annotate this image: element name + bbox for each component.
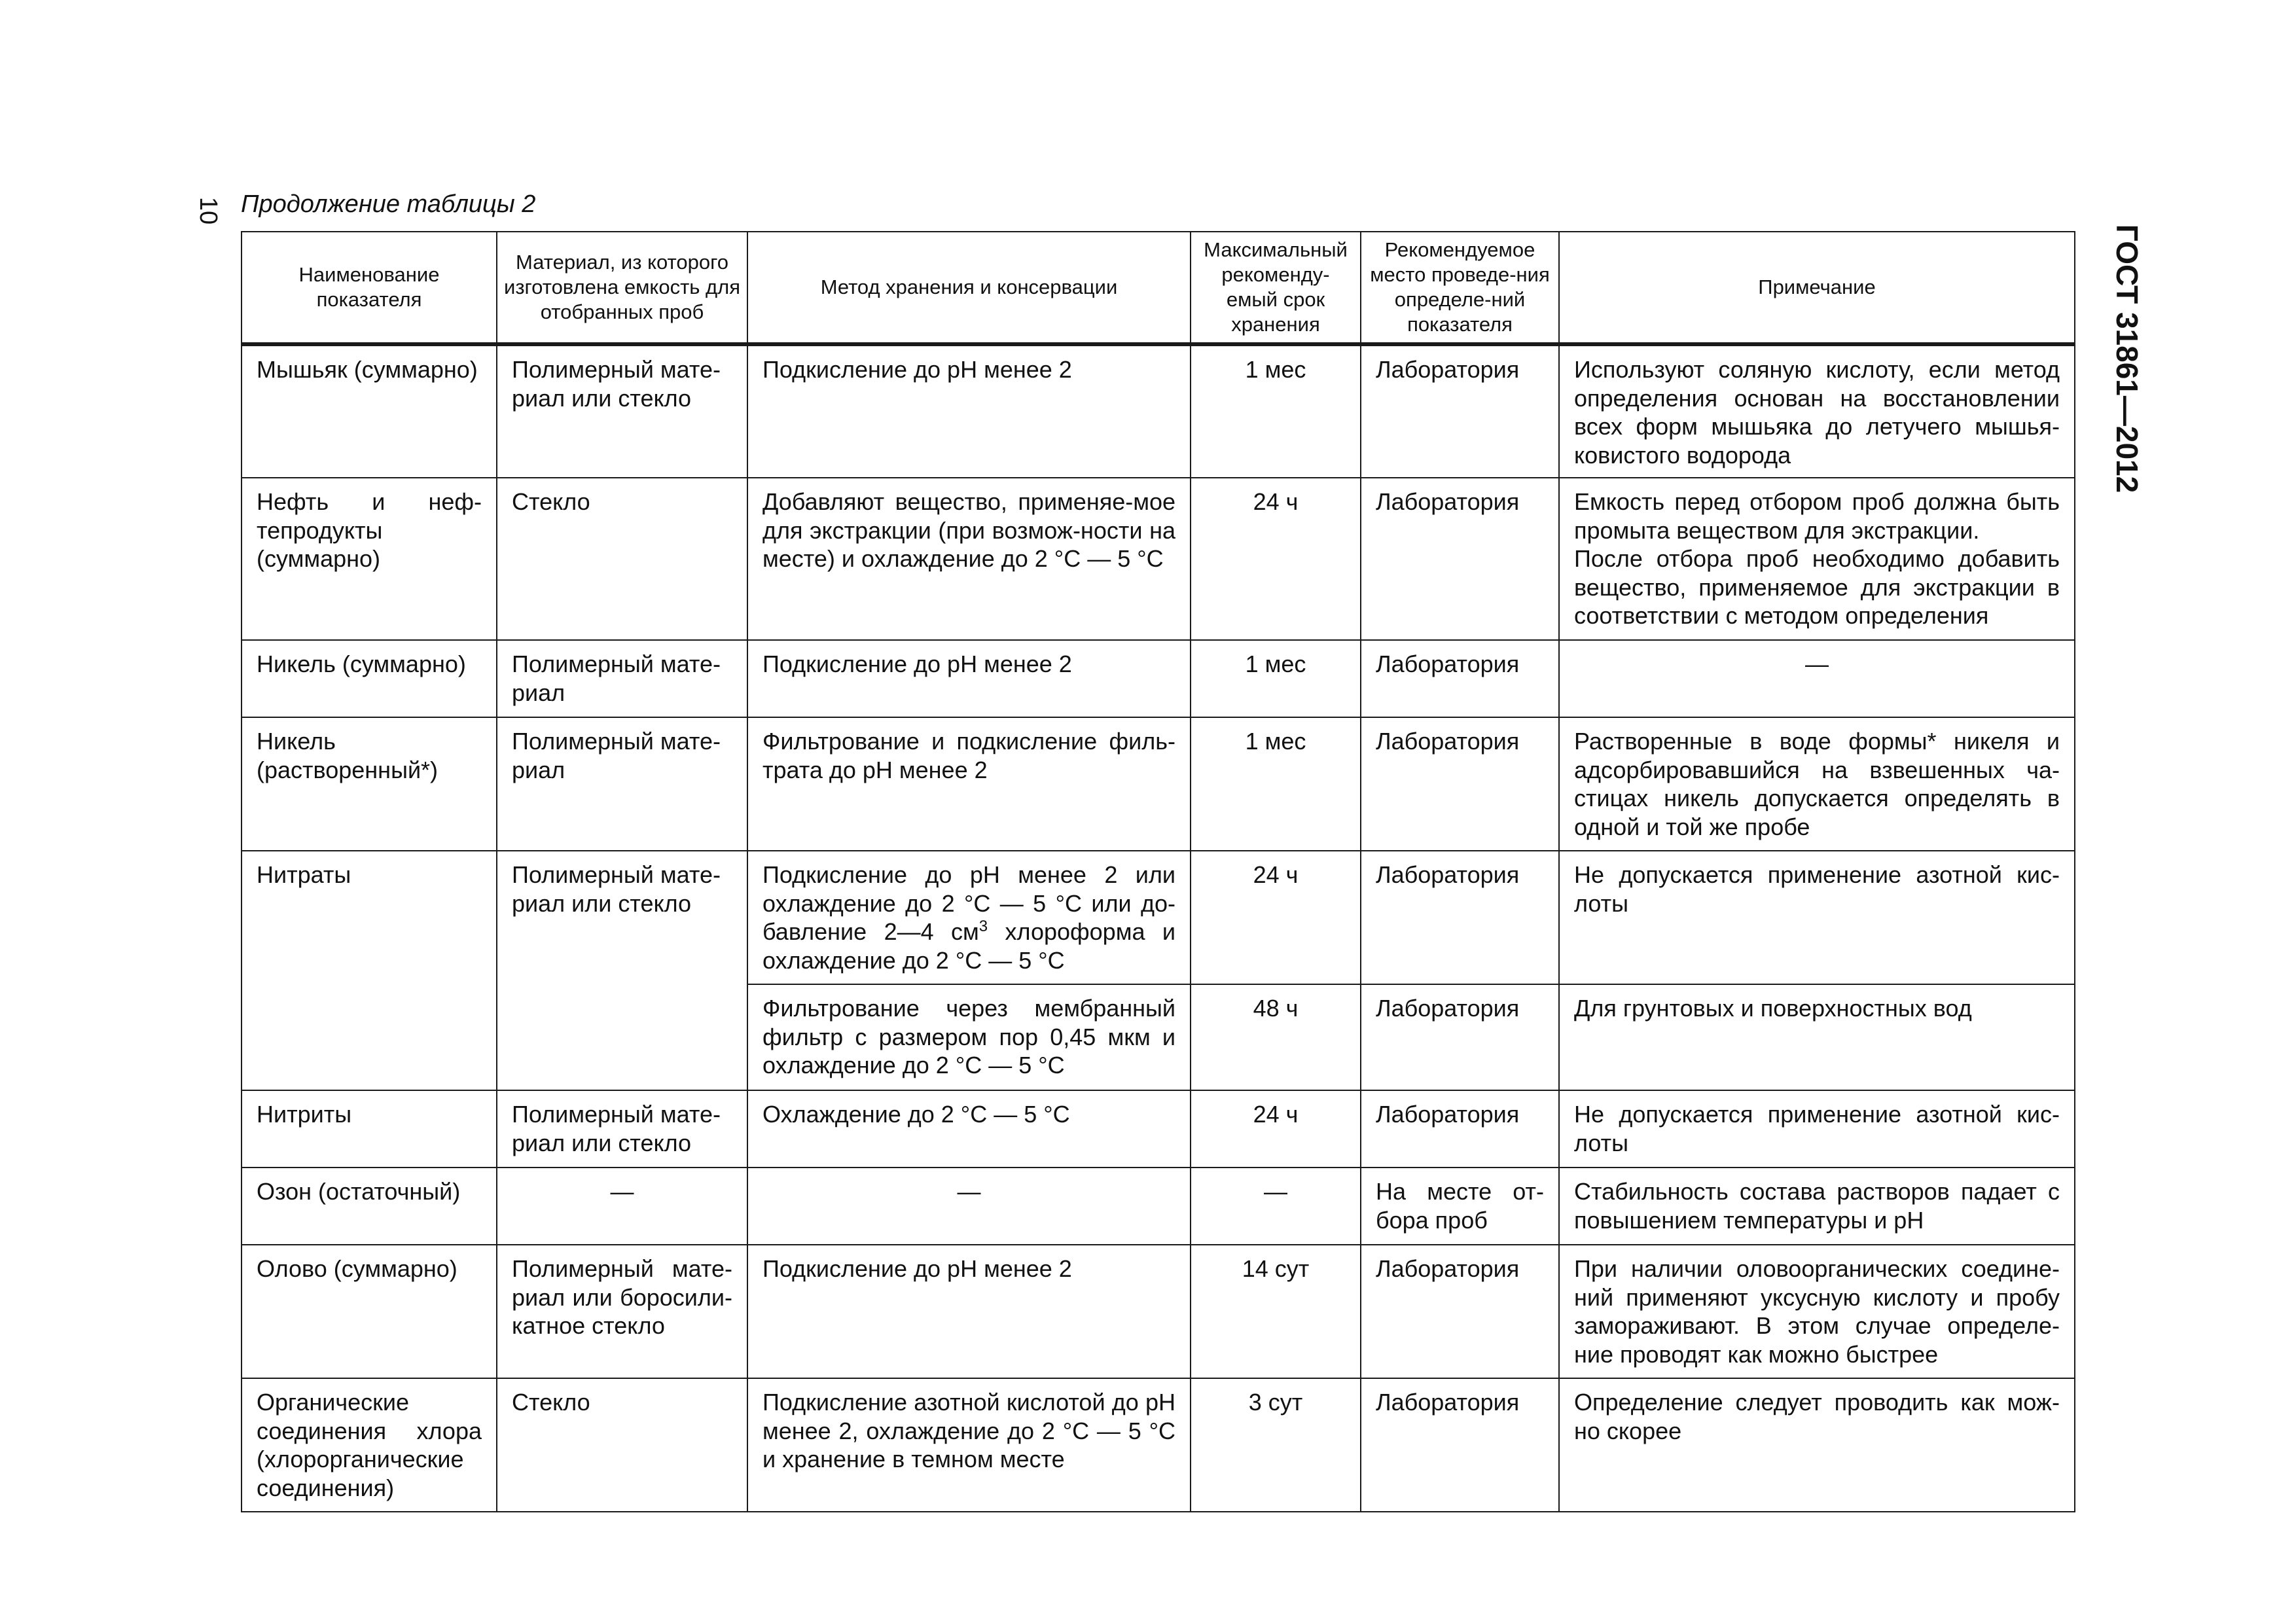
header-container-material: Материал, из которого изготовлена емкость для отобранных проб	[497, 232, 747, 344]
cell-indicator-name: Озон (остаточный)	[242, 1168, 497, 1245]
cell-term: 24 ч	[1191, 478, 1361, 640]
cell-note: При наличии оловоорганических соедине-ний применяют уксусную кислоту и пробу замораживают. В этом случае определе-ние проводят как можно быстрее	[1559, 1245, 2075, 1378]
table-row	[242, 1245, 2075, 1378]
cell-place: Лаборатория	[1361, 478, 1559, 640]
cell-indicator-name: Нитраты	[242, 851, 497, 1090]
note-paragraph: После отбора проб необходимо добавить вещество, применяемое для экстракции в соответствии с методом определения	[1574, 545, 2060, 629]
storage-methods-table	[241, 231, 2075, 1512]
table-row	[242, 640, 2075, 717]
cell-term: 1 мес	[1191, 640, 1361, 717]
cell-note	[1559, 478, 2075, 640]
cell-term: 14 сут	[1191, 1245, 1361, 1378]
table-row	[242, 851, 2075, 984]
cell-note: Используют соляную кислоту, если метод определения основан на восстановлении всех форм мышьяка до летучего мышья-ковистого водорода	[1559, 344, 2075, 478]
cell-method: Охлаждение до 2 °С — 5 °С	[747, 1090, 1191, 1168]
cell-material: Полимерный мате-риал	[497, 717, 747, 851]
document-code: ГОСТ 31861—2012	[2110, 224, 2144, 493]
cell-term: 48 ч	[1191, 984, 1361, 1090]
cell-note: —	[1559, 640, 2075, 717]
cell-method: Фильтрование и подкисление филь-трата до рН менее 2	[747, 717, 1191, 851]
cell-term: 24 ч	[1191, 851, 1361, 984]
cell-method: Добавляют вещество, применяе-мое для экстракции (при возмож-ности на месте) и охлаждение до 2 °С — 5 °С	[747, 478, 1191, 640]
cell-material: Полимерный мате-риал или стекло	[497, 344, 747, 478]
header-max-storage-term: Максимальный рекоменду-емый срок хранения	[1191, 232, 1361, 344]
cell-term: —	[1191, 1168, 1361, 1245]
cell-material: Стекло	[497, 478, 747, 640]
table-row	[242, 344, 2075, 478]
cell-material: Полимерный мате-риал или стекло	[497, 1090, 747, 1168]
cell-method: Подкисление до рН менее 2	[747, 640, 1191, 717]
cell-material: Стекло	[497, 1378, 747, 1512]
cell-place: Лаборатория	[1361, 717, 1559, 851]
cell-indicator-name: Никель (растворенный*)	[242, 717, 497, 851]
table-row	[242, 1090, 2075, 1168]
cell-place: На месте от-бора проб	[1361, 1168, 1559, 1245]
cell-indicator-name: Никель (суммарно)	[242, 640, 497, 717]
header-determination-place: Рекомендуемое место проведе-ния определе-ний показателя	[1361, 232, 1559, 344]
table-row	[242, 717, 2075, 851]
cell-term: 3 сут	[1191, 1378, 1361, 1512]
note-paragraph: Емкость перед отбором проб должна быть промыта веществом для экстракции.	[1574, 488, 2060, 544]
superscript: 3	[978, 918, 988, 935]
cell-material: Полимерный мате-риал или стекло	[497, 851, 747, 1090]
header-storage-method: Метод хранения и консервации	[747, 232, 1191, 344]
table-header-row	[242, 232, 2075, 344]
cell-material: Полимерный мате-риал или боросили-катное стекло	[497, 1245, 747, 1378]
cell-indicator-name: Нефть и неф-тепродукты (суммарно)	[242, 478, 497, 640]
cell-indicator-name: Олово (суммарно)	[242, 1245, 497, 1378]
cell-place: Лаборатория	[1361, 1090, 1559, 1168]
cell-note: Не допускается применение азотной кис-лоты	[1559, 1090, 2075, 1168]
cell-place: Лаборатория	[1361, 851, 1559, 984]
cell-place: Лаборатория	[1361, 640, 1559, 717]
cell-method: Подкисление до рН менее 2	[747, 344, 1191, 478]
cell-indicator-name: Мышьяк (суммарно)	[242, 344, 497, 478]
page-number: 10	[194, 196, 222, 225]
cell-term: 1 мес	[1191, 717, 1361, 851]
cell-place: Лаборатория	[1361, 984, 1559, 1090]
cell-indicator-name: Органические соединения хлора (хлорорганические соединения)	[242, 1378, 497, 1512]
cell-term: 24 ч	[1191, 1090, 1361, 1168]
cell-term: 1 мес	[1191, 344, 1361, 478]
method-text: Подкисление до рН менее 2 или охлаждение до 2 °С — 5 °С или до-бавление 2—4 см	[762, 861, 1175, 945]
cell-place: Лаборатория	[1361, 1245, 1559, 1378]
cell-material: Полимерный мате-риал	[497, 640, 747, 717]
cell-note: Не допускается применение азотной кис-лоты	[1559, 851, 2075, 984]
cell-method: Подкисление до рН менее 2	[747, 1245, 1191, 1378]
cell-note: Растворенные в воде формы* никеля и адсорбировавшийся на взвешенных ча-стицах никель допускается определять в одной и той же пробе	[1559, 717, 2075, 851]
cell-method: —	[747, 1168, 1191, 1245]
header-indicator-name: Наименование показателя	[242, 232, 497, 344]
cell-note: Определение следует проводить как мож-но скорее	[1559, 1378, 2075, 1512]
cell-note: Для грунтовых и поверхностных вод	[1559, 984, 2075, 1090]
header-note: Примечание	[1559, 232, 2075, 344]
cell-method: Подкисление азотной кислотой до рН менее 2, охлаждение до 2 °С — 5 °С и хранение в темном месте	[747, 1378, 1191, 1512]
cell-method: Фильтрование через мембранный фильтр с размером пор 0,45 мкм и охлаждение до 2 °С — 5 °С	[747, 984, 1191, 1090]
method-text: хлороформа и охлаждение до 2 °С — 5 °С	[762, 918, 1175, 974]
cell-material: —	[497, 1168, 747, 1245]
cell-place: Лаборатория	[1361, 1378, 1559, 1512]
cell-note: Стабильность состава растворов падает с повышением температуры и рН	[1559, 1168, 2075, 1245]
table-continuation-caption: Продолжение таблицы 2	[241, 190, 536, 218]
table-row	[242, 1378, 2075, 1512]
cell-indicator-name: Нитриты	[242, 1090, 497, 1168]
table-row	[242, 478, 2075, 640]
table-row	[242, 1168, 2075, 1245]
cell-method	[747, 851, 1191, 984]
cell-place: Лаборатория	[1361, 344, 1559, 478]
